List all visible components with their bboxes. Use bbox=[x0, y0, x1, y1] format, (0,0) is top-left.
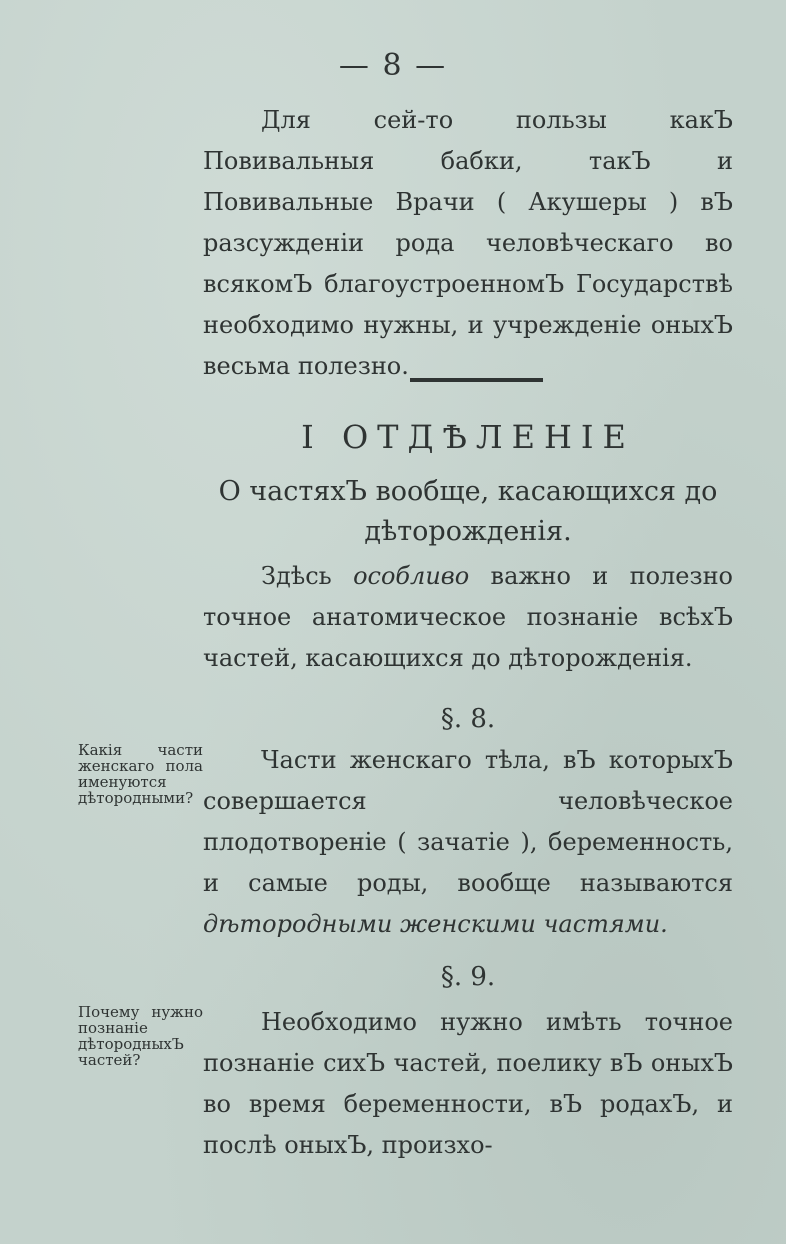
intro-paragraph: Для сей-то пользы какЪ Повивальныя бабки, такЪ и Повивальные Врачи ( Акушеры ) вЪ разсужденіи рода человѣческаго во всякомЪ благоустроенномЪ Государствѣ необходимо нужны, и учрежденіе оныхЪ весьма полезно. bbox=[203, 106, 733, 380]
page-number: — 8 — bbox=[338, 48, 448, 83]
paragraph-9-block bbox=[203, 1002, 733, 1166]
paragraph-8-emphasis: дѣтородными женскими частями. bbox=[203, 910, 668, 938]
paragraph-8-text bbox=[203, 740, 733, 945]
section-intro-block bbox=[203, 556, 733, 679]
section-intro-before: Здѣсь bbox=[261, 562, 354, 590]
section-subtitle: О частяхЪ вообще, касающихся до дѣторожденія. bbox=[218, 476, 718, 547]
section-intro-after: важно и полезно точное анатомическое познаніе всѣхЪ частей, касающихся до дѣторожденія. bbox=[203, 562, 734, 672]
section-intro-emphasis: особливо bbox=[353, 562, 470, 590]
paragraph-9-text: Необходимо нужно имѣть точное познаніе сихЪ частей, поелику вЪ оныхЪ во время беременности, вЪ родахЪ, и послѣ оныхЪ, произхо- bbox=[203, 1008, 733, 1159]
margin-note-8: Какія части женскаго пола именуются дѣтородными? bbox=[78, 741, 203, 807]
section-divider-rule bbox=[410, 378, 543, 382]
margin-note-9: Почему нужно познаніе дѣтородныхЪ частей? bbox=[78, 1003, 203, 1069]
paragraph-8-body: Части женскаго тѣла, вЪ которыхЪ совершается человѣческое плодотвореніе ( зачатіе ), беременность, и самые роды, вообще называются bbox=[203, 746, 733, 897]
paragraph-8-sign: §. 8. bbox=[440, 704, 496, 734]
section-title: I ОТДѢЛЕНІЕ bbox=[301, 418, 635, 456]
paragraph-9-sign: §. 9. bbox=[440, 962, 496, 992]
intro-paragraph-block bbox=[203, 100, 733, 387]
section-intro-paragraph bbox=[203, 556, 733, 679]
paragraph-8-block bbox=[203, 740, 733, 945]
